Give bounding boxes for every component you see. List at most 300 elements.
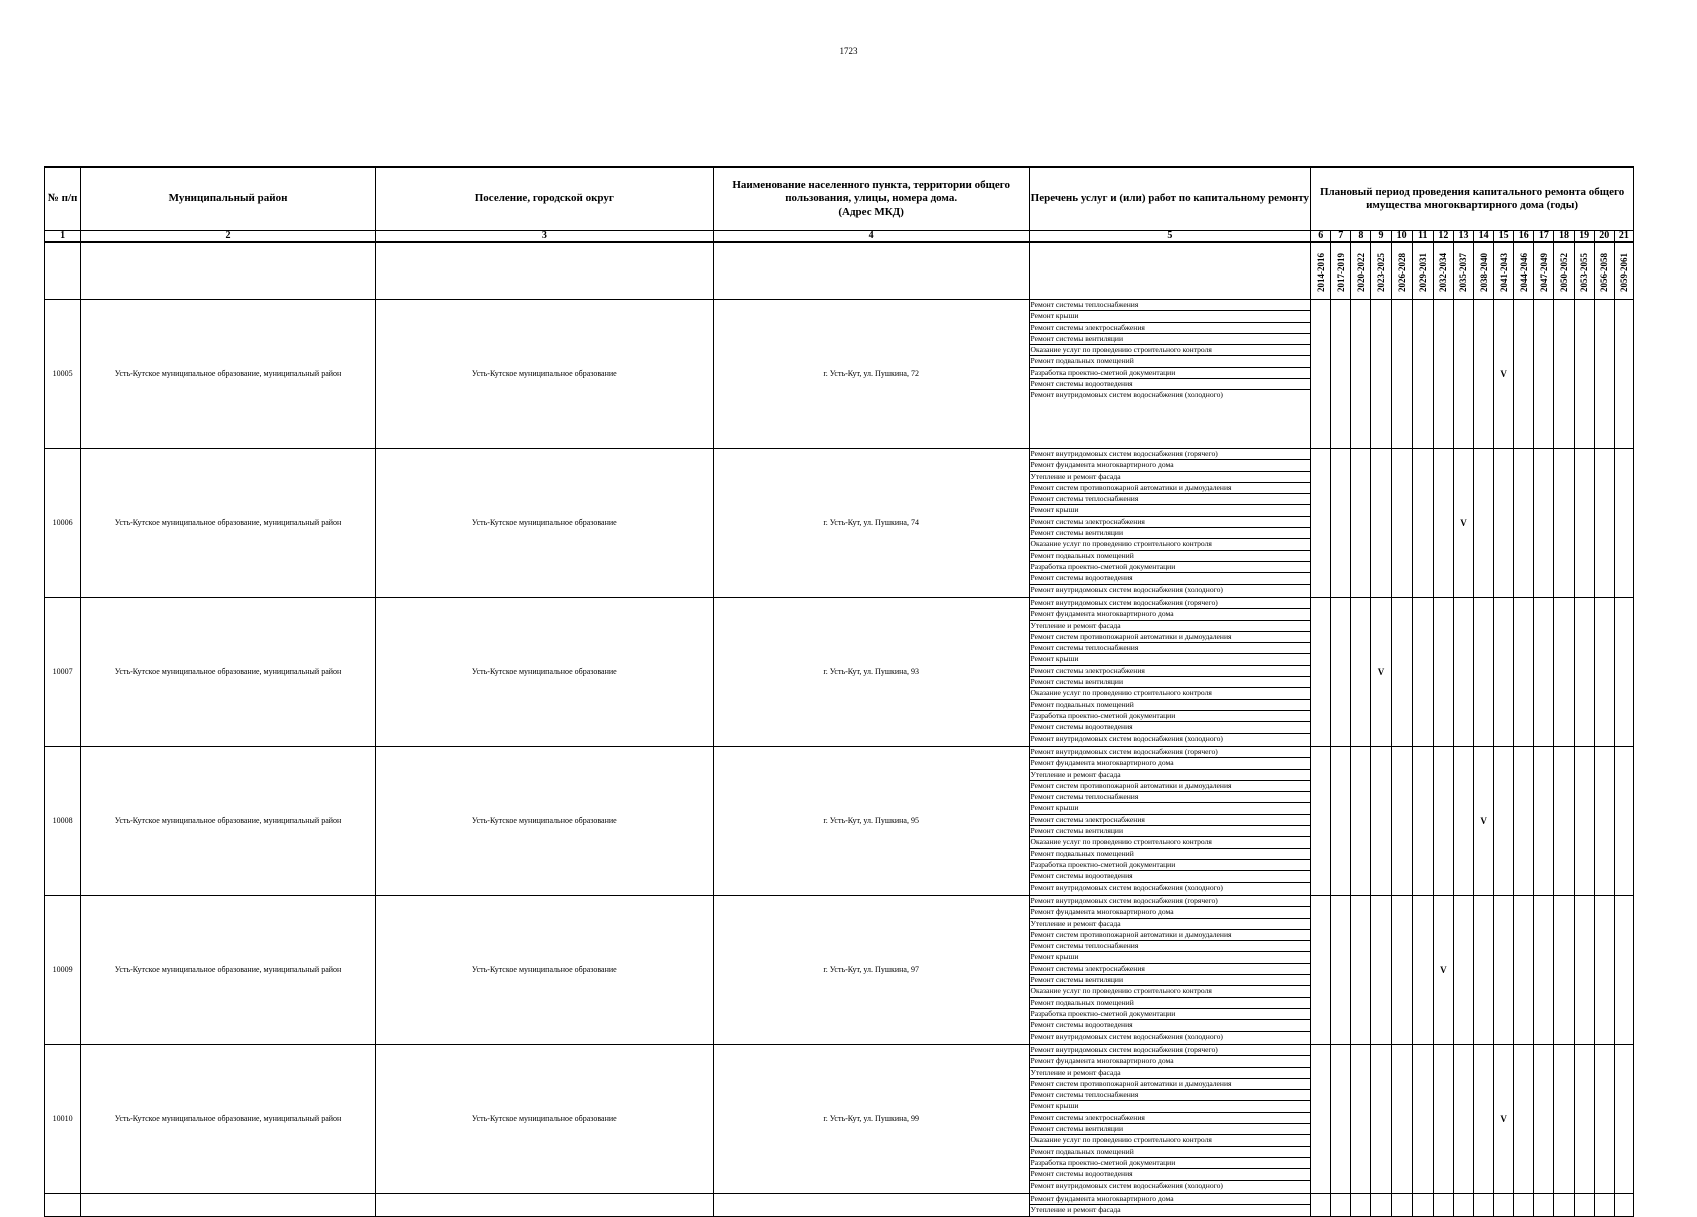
header-settlement: Поселение, городской округ: [375, 167, 713, 231]
periods-spacer: [45, 242, 81, 300]
period-cell: [1351, 896, 1371, 1045]
periods-spacer: [713, 242, 1029, 300]
period-cell: [1554, 1194, 1574, 1217]
period-cell: [1614, 1045, 1633, 1194]
period-cell: [1494, 598, 1514, 747]
work-item: Утепление и ремонт фасада: [1030, 472, 1311, 483]
work-item: Ремонт фундамента многоквартирного дома: [1030, 758, 1311, 769]
periods-spacer: [1029, 242, 1311, 300]
period-cell: [1494, 1194, 1514, 1217]
period-cell: [1514, 747, 1534, 896]
period-header: [1474, 242, 1494, 300]
work-item: Ремонт крыши: [1030, 1101, 1311, 1112]
period-cell: [1494, 747, 1514, 896]
work-item: Ремонт системы электроснабжения: [1030, 964, 1311, 975]
work-item: Ремонт системы электроснабжения: [1030, 1113, 1311, 1124]
record-address: г. Усть-Кут, ул. Пушкина, 99: [713, 1045, 1029, 1194]
record-works: [1029, 300, 1311, 449]
record-id: 10007: [45, 598, 81, 747]
period-cell: [1494, 896, 1514, 1045]
period-cell: [1594, 598, 1614, 747]
periods-row: [45, 242, 1634, 300]
work-item: Разработка проектно-сметной документации: [1030, 1158, 1311, 1169]
period-cell: [1594, 896, 1614, 1045]
period-header: [1534, 242, 1554, 300]
work-item: Оказание услуг по проведению строительного контроля: [1030, 986, 1311, 997]
period-cell: [1351, 300, 1371, 449]
period-cell: [1412, 598, 1433, 747]
period-cell: [1412, 747, 1433, 896]
period-cell: [1331, 598, 1351, 747]
column-number: 20: [1594, 231, 1614, 243]
record-works: [1029, 449, 1311, 598]
period-cell: [1351, 449, 1371, 598]
period-cell: [1433, 449, 1453, 598]
period-label: 2041-2043: [1498, 253, 1509, 292]
column-number: 2: [81, 231, 376, 243]
record-id: 10006: [45, 449, 81, 598]
work-item: Ремонт крыши: [1030, 311, 1311, 322]
column-number: 11: [1412, 231, 1433, 243]
period-cell: [1614, 747, 1633, 896]
period-cell: [1453, 598, 1473, 747]
period-cell: [1594, 300, 1614, 449]
work-item: Ремонт внутридомовых систем водоснабжения (горячего): [1030, 598, 1311, 609]
period-cell: [1514, 449, 1534, 598]
period-cell: [1371, 449, 1391, 598]
period-cell: [1391, 896, 1412, 1045]
work-item: Ремонт крыши: [1030, 952, 1311, 963]
period-cell: [1433, 747, 1453, 896]
table-row: [45, 449, 1634, 598]
work-item: Ремонт системы теплоснабжения: [1030, 643, 1311, 654]
planned-mark: V: [1460, 518, 1467, 528]
period-cell: [1534, 896, 1554, 1045]
period-cell: [1331, 300, 1351, 449]
period-cell: [1534, 449, 1554, 598]
empty-cell: [81, 1194, 376, 1217]
repair-schedule-table: [44, 166, 1634, 1217]
period-header: [1594, 242, 1614, 300]
planned-mark: V: [1480, 816, 1487, 826]
period-header: [1494, 242, 1514, 300]
periods-spacer: [81, 242, 376, 300]
period-cell: [1391, 747, 1412, 896]
period-cell: [1614, 598, 1633, 747]
work-item: Оказание услуг по проведению строительного контроля: [1030, 539, 1311, 550]
record-district: Усть-Кутское муниципальное образование, муниципальный район: [81, 747, 376, 896]
period-header: [1412, 242, 1433, 300]
period-label: 2053-2055: [1579, 253, 1590, 292]
period-cell: [1534, 1045, 1554, 1194]
period-header: [1433, 242, 1453, 300]
period-label: 2050-2052: [1559, 253, 1569, 292]
period-cell: [1391, 300, 1412, 449]
work-item: Ремонт системы электроснабжения: [1030, 666, 1311, 677]
work-item: Ремонт фундамента многоквартирного дома: [1030, 907, 1311, 918]
work-item: Утепление и ремонт фасада: [1030, 770, 1311, 781]
column-number: 8: [1351, 231, 1371, 243]
work-item: Утепление и ремонт фасада: [1030, 1205, 1121, 1215]
work-item: Ремонт системы вентиляции: [1030, 334, 1311, 345]
column-number: 15: [1494, 231, 1514, 243]
period-cell: [1331, 1194, 1351, 1217]
work-item: Оказание услуг по проведению строительного контроля: [1030, 345, 1311, 356]
period-cell: [1311, 598, 1331, 747]
period-label: 2029-2031: [1417, 253, 1428, 292]
column-number: 5: [1029, 231, 1311, 243]
record-id: 10008: [45, 747, 81, 896]
period-cell: [1554, 896, 1574, 1045]
work-item: Ремонт системы вентиляции: [1030, 1124, 1311, 1135]
work-item: Ремонт подвальных помещений: [1030, 1147, 1311, 1158]
period-cell: [1554, 1045, 1574, 1194]
period-cell: [1331, 1045, 1351, 1194]
period-cell: [1574, 449, 1594, 598]
work-item: Ремонт внутридомовых систем водоснабжения (холодного): [1030, 1031, 1223, 1041]
header-address-line2: пользования, улицы, номера дома.: [785, 192, 958, 205]
period-cell: [1594, 1194, 1614, 1217]
work-item: Ремонт фундамента многоквартирного дома: [1030, 460, 1311, 471]
column-number: 9: [1371, 231, 1391, 243]
work-item: Ремонт системы теплоснабжения: [1030, 1090, 1311, 1101]
period-cell: [1391, 1045, 1412, 1194]
work-item: Ремонт системы теплоснабжения: [1030, 300, 1311, 311]
period-header: [1453, 242, 1473, 300]
record-settlement: Усть-Кутское муниципальное образование: [375, 598, 713, 747]
period-label: 2044-2046: [1518, 253, 1529, 292]
period-label: 2032-2034: [1438, 253, 1449, 292]
record-district: Усть-Кутское муниципальное образование, муниципальный район: [81, 896, 376, 1045]
record-address: г. Усть-Кут, ул. Пушкина, 95: [713, 747, 1029, 896]
period-cell: [1351, 1045, 1371, 1194]
column-number: 3: [375, 231, 713, 243]
column-number: 19: [1574, 231, 1594, 243]
work-item: Ремонт системы водоотведения: [1030, 379, 1311, 390]
work-item: Ремонт системы электроснабжения: [1030, 323, 1311, 334]
record-settlement: Усть-Кутское муниципальное образование: [375, 300, 713, 449]
period-cell: [1391, 1194, 1412, 1217]
period-cell: [1474, 300, 1494, 449]
record-works: [1029, 747, 1311, 896]
column-number: 16: [1514, 231, 1534, 243]
period-cell: [1351, 1194, 1371, 1217]
period-cell: [1453, 747, 1473, 896]
period-cell: [1433, 896, 1453, 1045]
repair-schedule-table-wrap: [44, 166, 1634, 1215]
work-item: Ремонт подвальных помещений: [1030, 849, 1311, 860]
column-number: 4: [713, 231, 1029, 243]
work-item: Ремонт системы водоотведения: [1030, 871, 1311, 882]
period-label: 2059-2061: [1618, 253, 1629, 292]
record-works: [1029, 598, 1311, 747]
period-header: [1351, 242, 1371, 300]
period-label: 2017-2019: [1335, 253, 1346, 292]
period-cell: [1371, 300, 1391, 449]
column-number: 1: [45, 231, 81, 243]
period-cell: [1412, 1194, 1433, 1217]
work-item: Ремонт системы вентиляции: [1030, 528, 1311, 539]
work-item: Разработка проектно-сметной документации: [1030, 860, 1311, 871]
work-item: Ремонт внутридомовых систем водоснабжения (холодного): [1030, 882, 1223, 892]
work-item: Оказание услуг по проведению строительного контроля: [1030, 1135, 1311, 1146]
column-number: 10: [1391, 231, 1412, 243]
period-cell: [1574, 300, 1594, 449]
period-header: [1331, 242, 1351, 300]
column-number: 6: [1311, 231, 1331, 243]
period-cell: [1594, 747, 1614, 896]
period-cell: [1331, 747, 1351, 896]
periods-spacer: [375, 242, 713, 300]
period-cell: [1371, 598, 1391, 747]
empty-cell: [45, 1194, 81, 1217]
table-row: [45, 747, 1634, 896]
period-cell: [1311, 747, 1331, 896]
record-address: г. Усть-Кут, ул. Пушкина, 93: [713, 598, 1029, 747]
period-cell: [1494, 300, 1514, 449]
period-cell: [1391, 449, 1412, 598]
empty-cell: [375, 1194, 713, 1217]
period-cell: [1412, 1045, 1433, 1194]
work-item: Ремонт систем противопожарной автоматики и дымоудаления: [1030, 483, 1311, 494]
work-item: Ремонт систем противопожарной автоматики и дымоудаления: [1030, 781, 1311, 792]
period-cell: [1351, 747, 1371, 896]
column-number: 12: [1433, 231, 1453, 243]
period-cell: [1311, 300, 1331, 449]
period-cell: [1574, 1045, 1594, 1194]
record-id: 10005: [45, 300, 81, 449]
period-cell: [1311, 896, 1331, 1045]
period-cell: [1474, 598, 1494, 747]
period-cell: [1433, 598, 1453, 747]
work-item: Ремонт фундамента многоквартирного дома: [1030, 1194, 1311, 1205]
record-works: [1029, 1045, 1311, 1194]
record-settlement: Усть-Кутское муниципальное образование: [375, 747, 713, 896]
period-cell: [1371, 1045, 1391, 1194]
header-address-line3: (Адрес МКД): [838, 205, 904, 218]
table-row: [45, 300, 1634, 449]
work-item: Ремонт системы водоотведения: [1030, 1169, 1311, 1180]
period-cell: [1371, 747, 1391, 896]
period-cell: [1534, 1194, 1554, 1217]
record-id: 10010: [45, 1045, 81, 1194]
period-cell: [1574, 1194, 1594, 1217]
work-item: Ремонт системы электроснабжения: [1030, 517, 1311, 528]
work-item: Ремонт внутридомовых систем водоснабжения (холодного): [1030, 733, 1223, 743]
period-cell: [1311, 449, 1331, 598]
period-cell: [1453, 1194, 1473, 1217]
period-cell: [1433, 1194, 1453, 1217]
work-item: Ремонт систем противопожарной автоматики и дымоудаления: [1030, 930, 1311, 941]
work-item: Ремонт системы водоотведения: [1030, 573, 1311, 584]
period-cell: [1534, 598, 1554, 747]
period-label: 2023-2025: [1376, 253, 1387, 292]
period-cell: [1331, 449, 1351, 598]
work-item: Разработка проектно-сметной документации: [1030, 368, 1311, 379]
work-item: Разработка проектно-сметной документации: [1030, 1009, 1311, 1020]
work-item: Ремонт внутридомовых систем водоснабжения (горячего): [1030, 896, 1311, 907]
period-cell: [1614, 449, 1633, 598]
work-item: Ремонт фундамента многоквартирного дома: [1030, 1056, 1311, 1067]
header-works: Перечень услуг и (или) работ по капитальному ремонту: [1029, 167, 1311, 231]
column-number: 17: [1534, 231, 1554, 243]
work-item: Ремонт подвальных помещений: [1030, 998, 1311, 1009]
work-item: Ремонт внутридомовых систем водоснабжения (холодного): [1030, 390, 1223, 400]
work-item: Ремонт внутридомовых систем водоснабжения (горячего): [1030, 1045, 1311, 1056]
period-cell: [1514, 300, 1534, 449]
header-address: [713, 167, 1029, 231]
period-cell: [1453, 896, 1473, 1045]
empty-cell: [713, 1194, 1029, 1217]
period-label: 2026-2028: [1396, 253, 1407, 292]
work-item: Ремонт систем противопожарной автоматики и дымоудаления: [1030, 632, 1311, 643]
column-number: 14: [1474, 231, 1494, 243]
period-cell: [1534, 747, 1554, 896]
period-cell: [1494, 449, 1514, 598]
record-address: г. Усть-Кут, ул. Пушкина, 97: [713, 896, 1029, 1045]
period-cell: [1554, 449, 1574, 598]
header-address-line1: Наименование населенного пункта, территории общего: [732, 179, 1010, 192]
period-cell: [1453, 449, 1473, 598]
record-works: [1029, 1194, 1311, 1217]
period-cell: [1594, 449, 1614, 598]
record-address: г. Усть-Кут, ул. Пушкина, 74: [713, 449, 1029, 598]
period-label: 2035-2037: [1458, 253, 1469, 292]
period-cell: [1554, 598, 1574, 747]
work-item: Ремонт системы вентиляции: [1030, 975, 1311, 986]
records-body: [45, 300, 1634, 1217]
record-district: Усть-Кутское муниципальное образование, муниципальный район: [81, 598, 376, 747]
work-item: Ремонт систем противопожарной автоматики и дымоудаления: [1030, 1079, 1311, 1090]
work-item: Ремонт подвальных помещений: [1030, 700, 1311, 711]
period-cell: [1311, 1045, 1331, 1194]
work-item: Оказание услуг по проведению строительного контроля: [1030, 688, 1311, 699]
work-item: Ремонт системы теплоснабжения: [1030, 494, 1311, 505]
header-plan-period: Плановый период проведения капитального ремонта общего имущества многоквартирного дома (годы): [1311, 167, 1634, 231]
planned-mark: V: [1500, 1114, 1507, 1124]
column-number: 21: [1614, 231, 1633, 243]
period-cell: [1594, 1045, 1614, 1194]
period-cell: [1412, 449, 1433, 598]
period-cell: [1433, 300, 1453, 449]
period-cell: [1514, 1045, 1534, 1194]
period-cell: [1371, 1194, 1391, 1217]
period-cell: [1412, 896, 1433, 1045]
period-cell: [1514, 598, 1534, 747]
period-header: [1554, 242, 1574, 300]
work-item: Ремонт внутридомовых систем водоснабжения (холодного): [1030, 584, 1223, 594]
period-cell: [1574, 747, 1594, 896]
planned-mark: V: [1377, 667, 1385, 677]
period-cell: [1534, 300, 1554, 449]
record-id: 10009: [45, 896, 81, 1045]
header-number: № п/п: [45, 167, 81, 231]
column-numbers-row: [45, 231, 1634, 243]
work-item: Утепление и ремонт фасада: [1030, 919, 1311, 930]
work-item: Ремонт внутридомовых систем водоснабжения (горячего): [1030, 747, 1311, 758]
period-label: 2047-2049: [1538, 253, 1549, 292]
period-label: 2020-2022: [1355, 253, 1366, 292]
period-cell: [1474, 896, 1494, 1045]
period-cell: [1391, 598, 1412, 747]
period-cell: [1351, 598, 1371, 747]
work-item: Ремонт системы водоотведения: [1030, 722, 1311, 733]
period-cell: [1371, 896, 1391, 1045]
period-cell: [1412, 300, 1433, 449]
record-district: Усть-Кутское муниципальное образование, муниципальный район: [81, 449, 376, 598]
work-item: Ремонт системы электроснабжения: [1030, 815, 1311, 826]
period-cell: [1574, 896, 1594, 1045]
period-cell: [1514, 896, 1534, 1045]
period-cell: [1474, 449, 1494, 598]
period-header: [1614, 242, 1633, 300]
period-header: [1391, 242, 1412, 300]
period-cell: [1614, 896, 1633, 1045]
period-cell: [1554, 300, 1574, 449]
page-number: 1723: [839, 46, 858, 56]
period-cell: [1474, 1194, 1494, 1217]
period-cell: [1614, 1194, 1633, 1217]
work-item: Ремонт крыши: [1030, 654, 1311, 665]
work-item: Разработка проектно-сметной документации: [1030, 562, 1311, 573]
period-label: 2014-2016: [1315, 253, 1326, 292]
header-district: Муниципальный район: [81, 167, 376, 231]
work-item: Ремонт системы вентиляции: [1030, 826, 1311, 837]
period-label: 2038-2040: [1478, 253, 1489, 292]
column-number: 18: [1554, 231, 1574, 243]
work-item: Ремонт системы водоотведения: [1030, 1020, 1311, 1031]
record-district: Усть-Кутское муниципальное образование, муниципальный район: [81, 300, 376, 449]
record-works: [1029, 896, 1311, 1045]
work-item: Ремонт подвальных помещений: [1030, 551, 1311, 562]
work-item: Ремонт фундамента многоквартирного дома: [1030, 609, 1311, 620]
record-district: Усть-Кутское муниципальное образование, муниципальный район: [81, 1045, 376, 1194]
record-address: г. Усть-Кут, ул. Пушкина, 72: [713, 300, 1029, 449]
period-cell: [1514, 1194, 1534, 1217]
period-cell: [1453, 300, 1473, 449]
period-header: [1514, 242, 1534, 300]
period-header: [1311, 242, 1331, 300]
period-cell: [1554, 747, 1574, 896]
work-item: Ремонт системы вентиляции: [1030, 677, 1311, 688]
work-item: Ремонт крыши: [1030, 505, 1311, 516]
work-item: Оказание услуг по проведению строительного контроля: [1030, 837, 1311, 848]
period-cell: [1614, 300, 1633, 449]
period-cell: [1474, 747, 1494, 896]
period-header: [1574, 242, 1594, 300]
work-item: Ремонт крыши: [1030, 803, 1311, 814]
planned-mark: V: [1500, 369, 1507, 379]
work-item: Ремонт подвальных помещений: [1030, 356, 1311, 367]
work-item: Ремонт системы теплоснабжения: [1030, 941, 1311, 952]
period-cell: [1494, 1045, 1514, 1194]
work-item: Утепление и ремонт фасада: [1030, 1068, 1311, 1079]
work-item: Разработка проектно-сметной документации: [1030, 711, 1311, 722]
table-row-partial: [45, 1194, 1634, 1217]
column-number: 7: [1331, 231, 1351, 243]
work-item: Ремонт внутридомовых систем водоснабжения (холодного): [1030, 1180, 1223, 1190]
record-settlement: Усть-Кутское муниципальное образование: [375, 896, 713, 1045]
period-cell: [1474, 1045, 1494, 1194]
period-cell: [1453, 1045, 1473, 1194]
record-settlement: Усть-Кутское муниципальное образование: [375, 449, 713, 598]
table-row: [45, 896, 1634, 1045]
work-item: Ремонт внутридомовых систем водоснабжения (горячего): [1030, 449, 1311, 460]
record-settlement: Усть-Кутское муниципальное образование: [375, 1045, 713, 1194]
work-item: Ремонт системы теплоснабжения: [1030, 792, 1311, 803]
period-label: 2056-2058: [1599, 253, 1610, 292]
period-cell: [1311, 1194, 1331, 1217]
